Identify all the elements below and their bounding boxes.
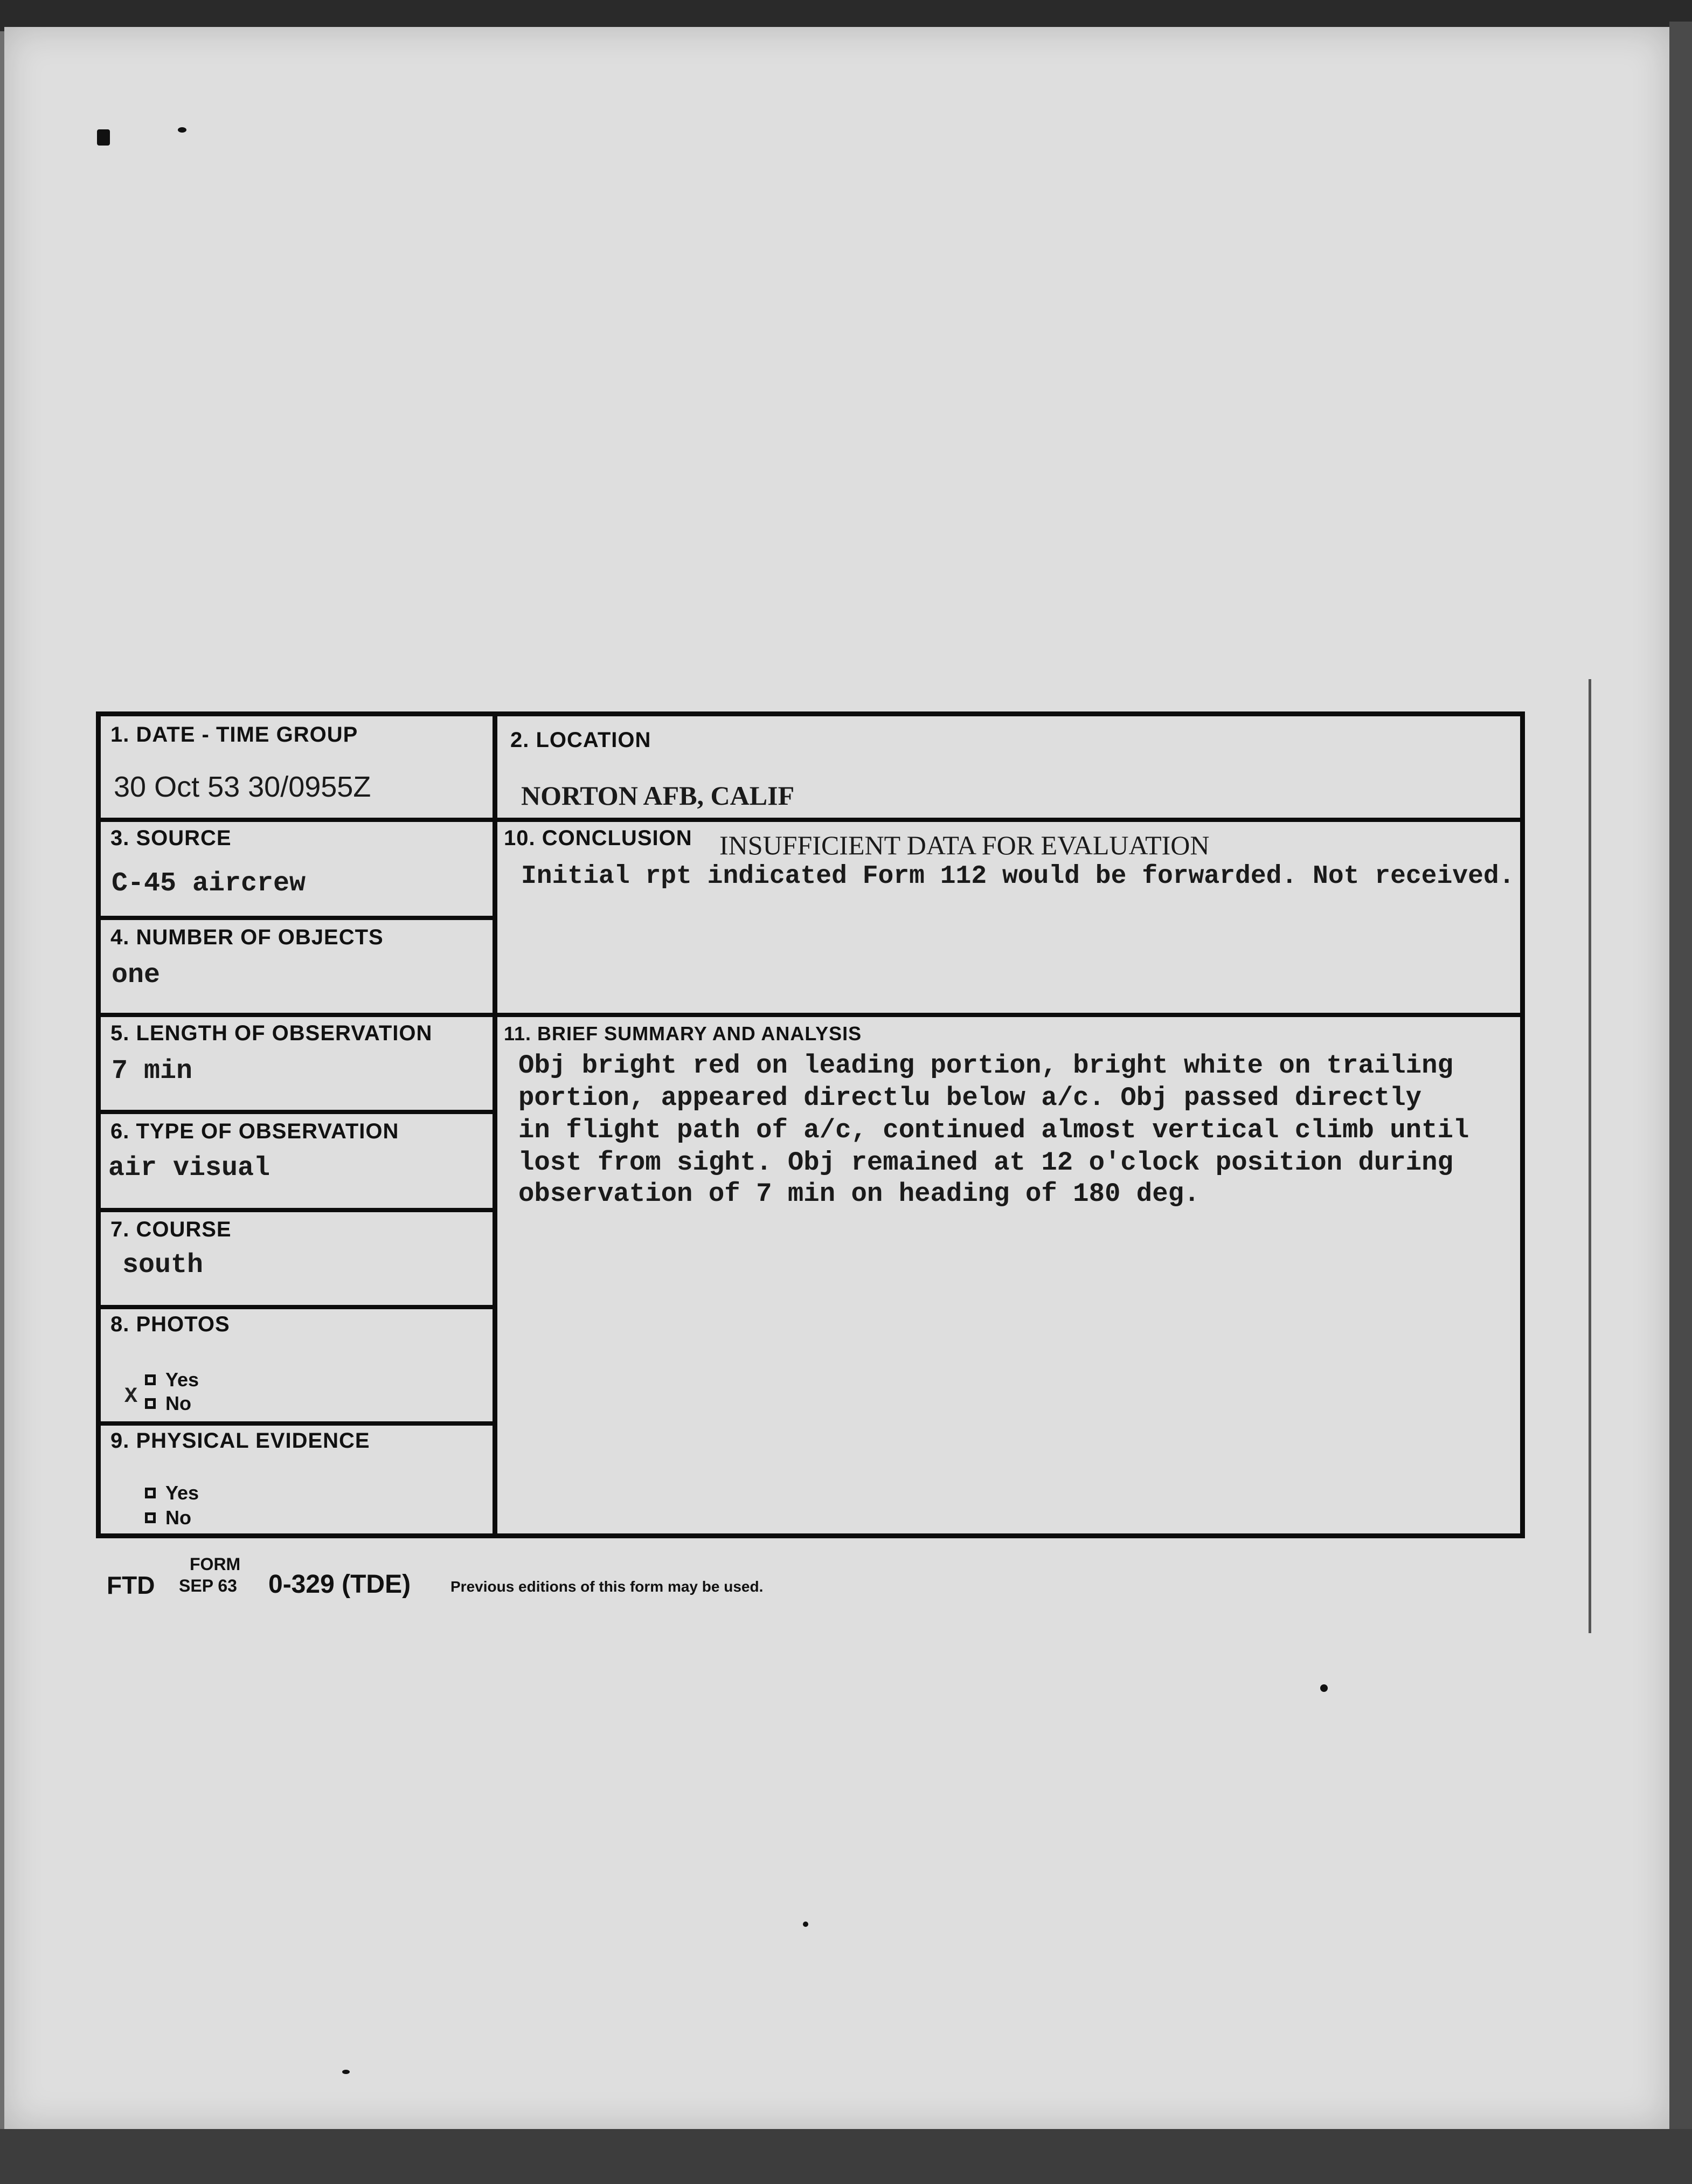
scan-mark — [803, 1922, 808, 1927]
summary-label: 11. BRIEF SUMMARY AND ANALYSIS — [504, 1022, 862, 1045]
physical-evidence-no-label: No — [165, 1506, 191, 1529]
scan-bottom-edge — [0, 2129, 1692, 2184]
number-of-objects-label: 4. NUMBER OF OBJECTS — [110, 925, 384, 949]
physical-evidence-yes-checkbox — [145, 1488, 156, 1498]
photos-yes-option — [145, 1369, 199, 1391]
scan-mark — [97, 129, 110, 146]
physical-evidence-no-option — [145, 1506, 191, 1529]
length-of-observation-label: 5. LENGTH OF OBSERVATION — [110, 1021, 433, 1045]
photos-no-checkbox — [145, 1398, 156, 1409]
date-time-group-label: 1. DATE - TIME GROUP — [110, 723, 358, 747]
photos-no-check-mark: X — [124, 1385, 138, 1409]
row-divider — [101, 1013, 497, 1017]
row-divider — [101, 916, 497, 920]
summary-line: Obj bright red on leading portion, bright white on trailing — [518, 1050, 1453, 1081]
photos-label: 8. PHOTOS — [110, 1312, 230, 1336]
type-of-observation-label: 6. TYPE OF OBSERVATION — [110, 1119, 399, 1143]
form-footer-number: 0-329 (TDE) — [268, 1570, 411, 1599]
physical-evidence-no-checkbox — [145, 1512, 156, 1523]
conclusion-label: 10. CONCLUSION — [504, 826, 692, 850]
physical-evidence-label: 9. PHYSICAL EVIDENCE — [110, 1429, 370, 1453]
summary-line: lost from sight. Obj remained at 12 o'clock position during — [518, 1148, 1453, 1178]
number-of-objects-value: one — [112, 960, 161, 991]
photos-no-label: No — [165, 1392, 191, 1414]
row-divider — [497, 1013, 1520, 1017]
scan-mark — [178, 127, 186, 133]
report-form — [96, 711, 1525, 1538]
photos-no-option — [145, 1392, 191, 1415]
row-divider — [497, 818, 1520, 822]
form-footer-date: SEP 63 — [179, 1576, 237, 1595]
summary-line: portion, appeared directlu below a/c. Obj passed directly — [518, 1083, 1422, 1113]
physical-evidence-yes-label: Yes — [165, 1482, 199, 1504]
location-value: NORTON AFB, CALIF — [521, 780, 795, 811]
photos-yes-checkbox — [145, 1374, 156, 1385]
length-of-observation-value: 7 min — [112, 1056, 193, 1087]
course-label: 7. COURSE — [110, 1218, 232, 1241]
scan-mark — [342, 2070, 350, 2074]
column-divider — [493, 716, 497, 1533]
summary-line: observation of 7 min on heading of 180 deg. — [518, 1179, 1200, 1209]
scan-right-edge — [1669, 22, 1692, 2184]
source-label: 3. SOURCE — [110, 826, 232, 850]
conclusion-value: INSUFFICIENT DATA FOR EVALUATION — [719, 830, 1210, 860]
type-of-observation-value: air visual — [108, 1153, 271, 1184]
row-divider — [101, 1110, 497, 1114]
form-footer-ftd: FTD — [107, 1571, 155, 1599]
row-divider — [101, 1208, 497, 1212]
physical-evidence-yes-option — [145, 1482, 199, 1504]
source-value: C-45 aircrew — [112, 868, 306, 899]
date-time-group-value: 30 Oct 53 30/0955Z — [114, 771, 371, 803]
summary-line: in flight path of a/c, continued almost vertical climb until — [518, 1115, 1469, 1145]
scan-mark — [1320, 1684, 1328, 1692]
row-divider — [101, 818, 497, 822]
photos-yes-label: Yes — [165, 1369, 199, 1391]
course-value: south — [122, 1250, 204, 1281]
form-footer-note: Previous editions of this form may be used. — [450, 1578, 764, 1595]
fold-line — [1589, 679, 1591, 1633]
location-label: 2. LOCATION — [510, 728, 651, 752]
row-divider — [101, 1421, 497, 1426]
form-footer-form-word: FORM — [190, 1554, 241, 1574]
row-divider — [101, 1305, 497, 1309]
conclusion-note: Initial rpt indicated Form 112 would be forwarded. Not received. — [521, 862, 1515, 891]
